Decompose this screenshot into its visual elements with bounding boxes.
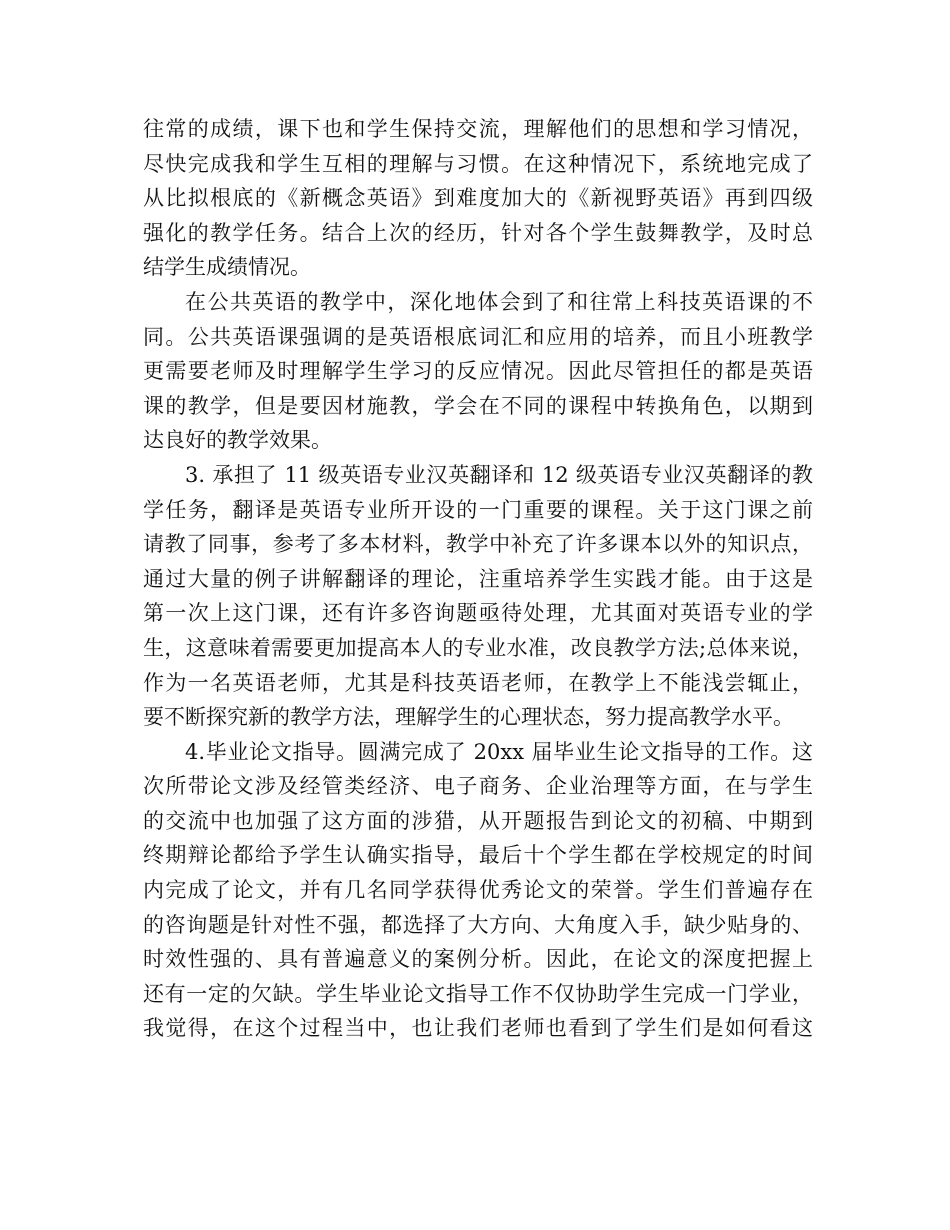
text-line: 达良好的教学效果。 (143, 428, 332, 453)
text-line: 课的教学，但是要因材施教，学会在不同的课程中转换角色，以期到 (143, 393, 813, 418)
text-line: 从比拟根底的《新概念英语》到难度加大的《新视野英语》再到四级 (143, 186, 813, 211)
text-line: 学任务，翻译是英语专业所开设的一门重要的课程。关于这门课之前 (143, 497, 813, 522)
text-line: 终期辩论都给予学生认确实指导，最后十个学生都在学校规定的时间 (143, 843, 813, 868)
text-line: 往常的成绩，课下也和学生保持交流，理解他们的思想和学习情况， (143, 117, 813, 141)
text-line: 的咨询题是针对性不强，都选择了大方向、大角度入手，缺少贴身的、 (143, 912, 813, 937)
text-line: 还有一定的欠缺。学生毕业论文指导工作不仅协助学生完成一门学业， (143, 981, 813, 1006)
text-line: 我觉得，在这个过程当中，也让我们老师也看到了学生们是如何看这 (143, 1016, 813, 1041)
text-line: 3. 承担了 11 级英语专业汉英翻译和 12 级英语专业汉英翻译的教 (185, 462, 813, 487)
text-line: 第一次上这门课，还有许多咨询题亟待处理，尤其面对英语专业的学 (143, 601, 813, 626)
text-line: 请教了同事，参考了多本材料，教学中补充了许多课本以外的知识点， (143, 532, 813, 557)
text-line: 强化的教学任务。结合上次的经历，针对各个学生鼓舞教学，及时总 (143, 220, 813, 245)
text-line: 要不断探究新的教学方法，理解学生的心理状态，努力提高教学水平。 (143, 705, 794, 730)
text-line: 的交流中也加强了这方面的涉猎，从开题报告到论文的初稿、中期到 (143, 808, 813, 833)
text-line: 生，这意味着需要更加提高本人的专业水准，改良教学方法;总体来说， (143, 635, 813, 660)
text-line: 内完成了论文，并有几名同学获得优秀论文的荣誉。学生们普遍存在 (143, 878, 813, 903)
text-line: 同。公共英语课强调的是英语根底词汇和应用的培养，而且小班教学 (143, 324, 813, 349)
text-line: 尽快完成我和学生互相的理解与习惯。在这种情况下，系统地完成了 (143, 151, 813, 176)
text-line: 作为一名英语老师，尤其是科技英语老师，在教学上不能浅尝辄止， (143, 670, 813, 695)
text-line: 更需要老师及时理解学生学习的反应情况。因此尽管担任的都是英语 (143, 359, 813, 384)
text-line: 在公共英语的教学中，深化地体会到了和往常上科技英语课的不 (185, 289, 813, 314)
text-line: 结学生成绩情况。 (143, 255, 311, 280)
document-body (143, 112, 813, 1046)
text-line: 通过大量的例子讲解翻译的理论，注重培养学生实践才能。由于这是 (143, 566, 813, 591)
text-line: 4.毕业论文指导。圆满完成了 20xx 届毕业生论文指导的工作。这 (185, 739, 813, 764)
text-line: 次所带论文涉及经管类经济、电子商务、企业治理等方面，在与学生 (143, 774, 813, 799)
text-line: 时效性强的、具有普遍意义的案例分析。因此，在论文的深度把握上 (143, 947, 813, 972)
